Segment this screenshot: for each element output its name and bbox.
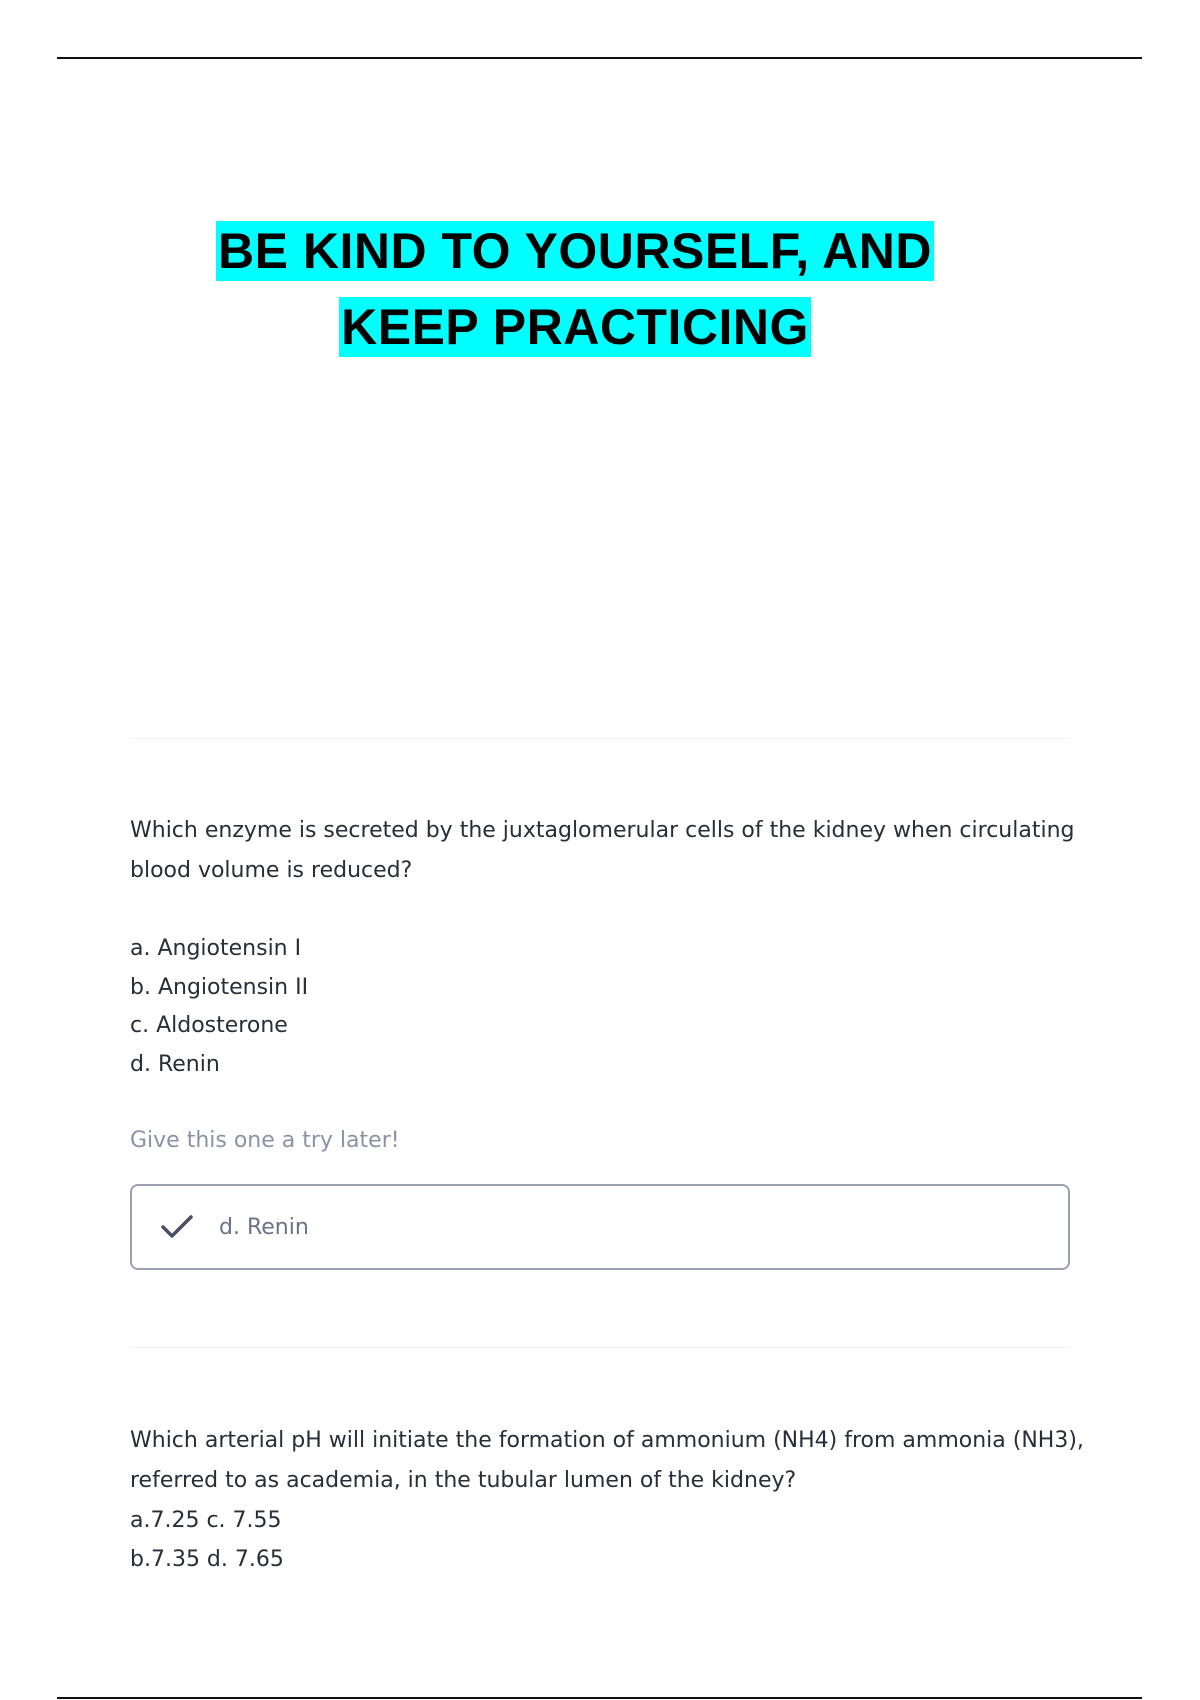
banner-text-2: KEEP PRACTICING (341, 299, 809, 355)
question-2-text: Which arterial pH will initiate the formation of ammonium (NH4) from ammonia (NH3), referred to as academia, in the tubular lumen of the kidney? (130, 1428, 1084, 1493)
banner-line-2 (0, 298, 1150, 356)
option-row-1: a.7.25 c. 7.55 (130, 1508, 282, 1533)
try-later-hint: Give this one a try later! (130, 1128, 400, 1153)
question-1-text: Which enzyme is secreted by the juxtaglomerular cells of the kidney when circulating blood volume is reduced? (130, 818, 1075, 883)
top-rule (57, 57, 1142, 59)
section-divider (130, 738, 1070, 739)
banner-line-1 (0, 222, 1150, 280)
answer-box (130, 1184, 1070, 1270)
option-row-2: b.7.35 d. 7.65 (130, 1547, 284, 1572)
question-2-options (130, 1501, 284, 1579)
section-divider-2 (130, 1347, 1070, 1348)
question-1-options (130, 930, 308, 1084)
banner-text-1: BE KIND TO YOURSELF, AND (218, 223, 932, 279)
option-a: a. Angiotensin I (130, 936, 302, 961)
option-c: c. Aldosterone (130, 1013, 288, 1038)
option-d: d. Renin (130, 1051, 220, 1077)
check-icon (160, 1213, 194, 1241)
answer-text: d. Renin (219, 1215, 309, 1240)
option-b: b. Angiotensin II (130, 974, 309, 1000)
bottom-rule (57, 1697, 1142, 1699)
